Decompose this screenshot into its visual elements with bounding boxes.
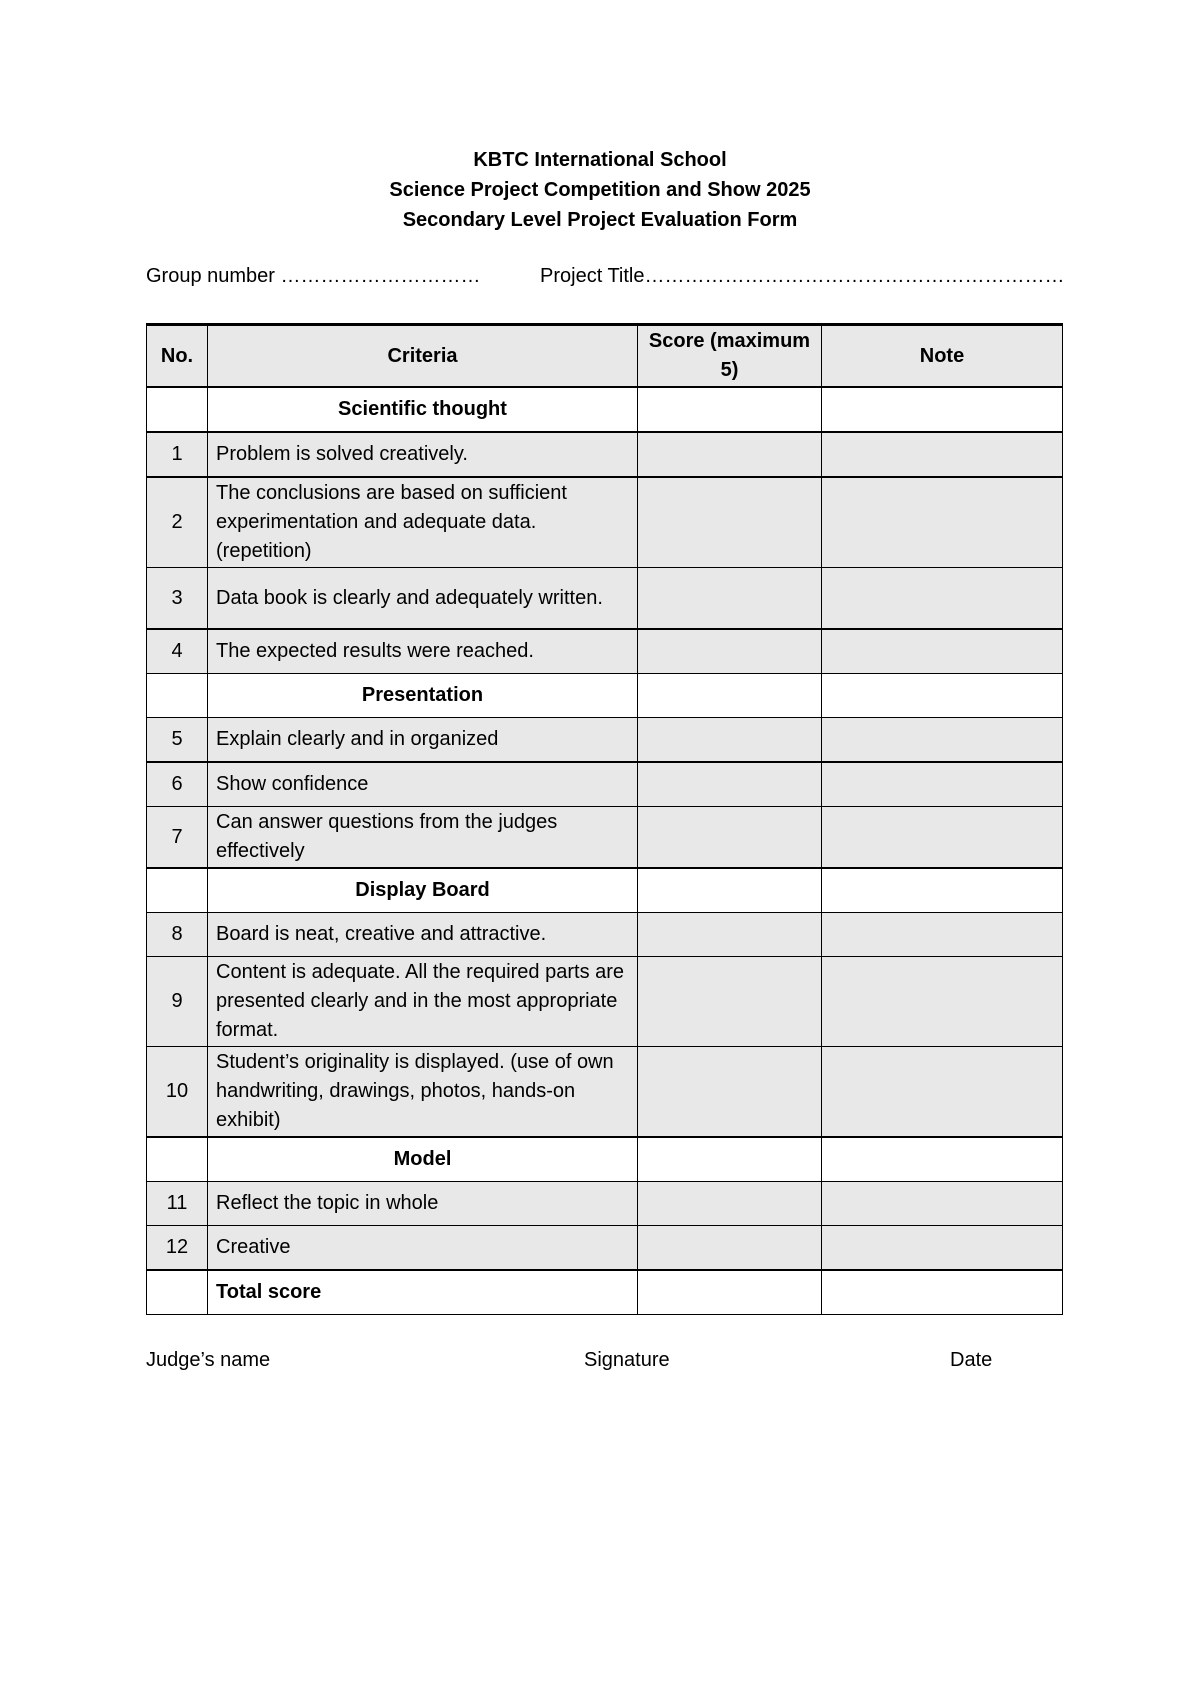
table-row bbox=[147, 1226, 1063, 1271]
form-fields bbox=[146, 265, 1066, 295]
row-number: 2 bbox=[147, 477, 208, 568]
signature-label: Signature bbox=[584, 1349, 670, 1371]
table-row bbox=[147, 1182, 1063, 1226]
row-number: 1 bbox=[147, 432, 208, 477]
table-row bbox=[147, 913, 1063, 957]
row-criteria: Reflect the topic in whole bbox=[208, 1182, 638, 1226]
section-title: Presentation bbox=[208, 674, 638, 718]
table-row bbox=[147, 477, 1063, 568]
note-cell[interactable] bbox=[822, 1047, 1063, 1138]
table-row bbox=[147, 1047, 1063, 1138]
total-score-cell[interactable] bbox=[638, 1270, 822, 1315]
note-cell[interactable] bbox=[822, 1137, 1063, 1182]
row-number: 5 bbox=[147, 718, 208, 763]
note-cell[interactable] bbox=[822, 568, 1063, 630]
row-number: 12 bbox=[147, 1226, 208, 1271]
row-number: 7 bbox=[147, 807, 208, 869]
note-cell[interactable] bbox=[822, 629, 1063, 674]
table-row bbox=[147, 568, 1063, 630]
table-row bbox=[147, 957, 1063, 1047]
score-cell[interactable] bbox=[638, 477, 822, 568]
note-cell[interactable] bbox=[822, 477, 1063, 568]
total-no-cell bbox=[147, 1270, 208, 1315]
row-criteria: Data book is clearly and adequately written. bbox=[208, 568, 638, 630]
table-row bbox=[147, 762, 1063, 807]
note-cell[interactable] bbox=[822, 387, 1063, 432]
note-cell[interactable] bbox=[822, 913, 1063, 957]
row-number: 10 bbox=[147, 1047, 208, 1138]
note-cell[interactable] bbox=[822, 674, 1063, 718]
row-criteria: Student’s originality is displayed. (use of own handwriting, drawings, photos, hands-on exhibit) bbox=[208, 1047, 638, 1138]
note-cell[interactable] bbox=[822, 1226, 1063, 1271]
score-cell[interactable] bbox=[638, 957, 822, 1047]
score-cell[interactable] bbox=[638, 674, 822, 718]
score-cell[interactable] bbox=[638, 913, 822, 957]
total-score-label: Total score bbox=[208, 1270, 638, 1315]
note-cell[interactable] bbox=[822, 718, 1063, 763]
row-criteria: Board is neat, creative and attractive. bbox=[208, 913, 638, 957]
project-title-field[interactable]: Project Title……………………………………………………… bbox=[540, 265, 1065, 287]
section-row-scientific-thought bbox=[147, 387, 1063, 432]
table-row bbox=[147, 718, 1063, 763]
section-row-model bbox=[147, 1137, 1063, 1182]
score-cell[interactable] bbox=[638, 387, 822, 432]
date-label: Date bbox=[950, 1349, 993, 1371]
note-cell[interactable] bbox=[822, 762, 1063, 807]
row-criteria: Explain clearly and in organized bbox=[208, 718, 638, 763]
total-score-row bbox=[147, 1270, 1063, 1315]
header-no: No. bbox=[147, 325, 208, 388]
event-name: Science Project Competition and Show 2025 bbox=[389, 179, 811, 201]
total-note-cell[interactable] bbox=[822, 1270, 1063, 1315]
table-row bbox=[147, 629, 1063, 674]
section-title: Display Board bbox=[208, 868, 638, 913]
row-criteria: Show confidence bbox=[208, 762, 638, 807]
row-criteria: The conclusions are based on sufficient experimentation and adequate data. (repetition) bbox=[208, 477, 638, 568]
note-cell[interactable] bbox=[822, 807, 1063, 869]
score-cell[interactable] bbox=[638, 718, 822, 763]
header-criteria: Criteria bbox=[208, 325, 638, 388]
row-criteria: Creative bbox=[208, 1226, 638, 1271]
header-score: Score (maximum 5) bbox=[638, 325, 822, 388]
table-row bbox=[147, 807, 1063, 869]
signature-row bbox=[146, 1349, 1066, 1379]
section-no-cell bbox=[147, 1137, 208, 1182]
section-no-cell bbox=[147, 674, 208, 718]
note-cell[interactable] bbox=[822, 868, 1063, 913]
form-header bbox=[0, 145, 1200, 235]
note-cell[interactable] bbox=[822, 432, 1063, 477]
score-cell[interactable] bbox=[638, 1047, 822, 1138]
table-row bbox=[147, 432, 1063, 477]
score-cell[interactable] bbox=[638, 807, 822, 869]
row-criteria: Problem is solved creatively. bbox=[208, 432, 638, 477]
section-row-presentation bbox=[147, 674, 1063, 718]
table-header-row bbox=[147, 325, 1063, 388]
row-number: 6 bbox=[147, 762, 208, 807]
note-cell[interactable] bbox=[822, 957, 1063, 1047]
section-no-cell bbox=[147, 387, 208, 432]
note-cell[interactable] bbox=[822, 1182, 1063, 1226]
section-no-cell bbox=[147, 868, 208, 913]
row-number: 8 bbox=[147, 913, 208, 957]
score-cell[interactable] bbox=[638, 629, 822, 674]
score-cell[interactable] bbox=[638, 568, 822, 630]
row-number: 3 bbox=[147, 568, 208, 630]
score-cell[interactable] bbox=[638, 1182, 822, 1226]
section-title: Scientific thought bbox=[208, 387, 638, 432]
row-criteria: The expected results were reached. bbox=[208, 629, 638, 674]
form-title: Secondary Level Project Evaluation Form bbox=[402, 209, 798, 231]
evaluation-table bbox=[146, 323, 1063, 1315]
section-row-display-board bbox=[147, 868, 1063, 913]
score-cell[interactable] bbox=[638, 762, 822, 807]
group-number-field[interactable]: Group number ………………………… bbox=[146, 265, 481, 287]
row-number: 4 bbox=[147, 629, 208, 674]
judge-name-label: Judge’s name bbox=[146, 1349, 271, 1371]
row-criteria: Content is adequate. All the required parts are presented clearly and in the most appropriate format. bbox=[208, 957, 638, 1047]
score-cell[interactable] bbox=[638, 868, 822, 913]
score-cell[interactable] bbox=[638, 1226, 822, 1271]
school-name: KBTC International School bbox=[473, 149, 727, 171]
score-cell[interactable] bbox=[638, 432, 822, 477]
row-criteria: Can answer questions from the judges effectively bbox=[208, 807, 638, 869]
row-number: 11 bbox=[147, 1182, 208, 1226]
row-number: 9 bbox=[147, 957, 208, 1047]
section-title: Model bbox=[208, 1137, 638, 1182]
score-cell[interactable] bbox=[638, 1137, 822, 1182]
header-note: Note bbox=[822, 325, 1063, 388]
